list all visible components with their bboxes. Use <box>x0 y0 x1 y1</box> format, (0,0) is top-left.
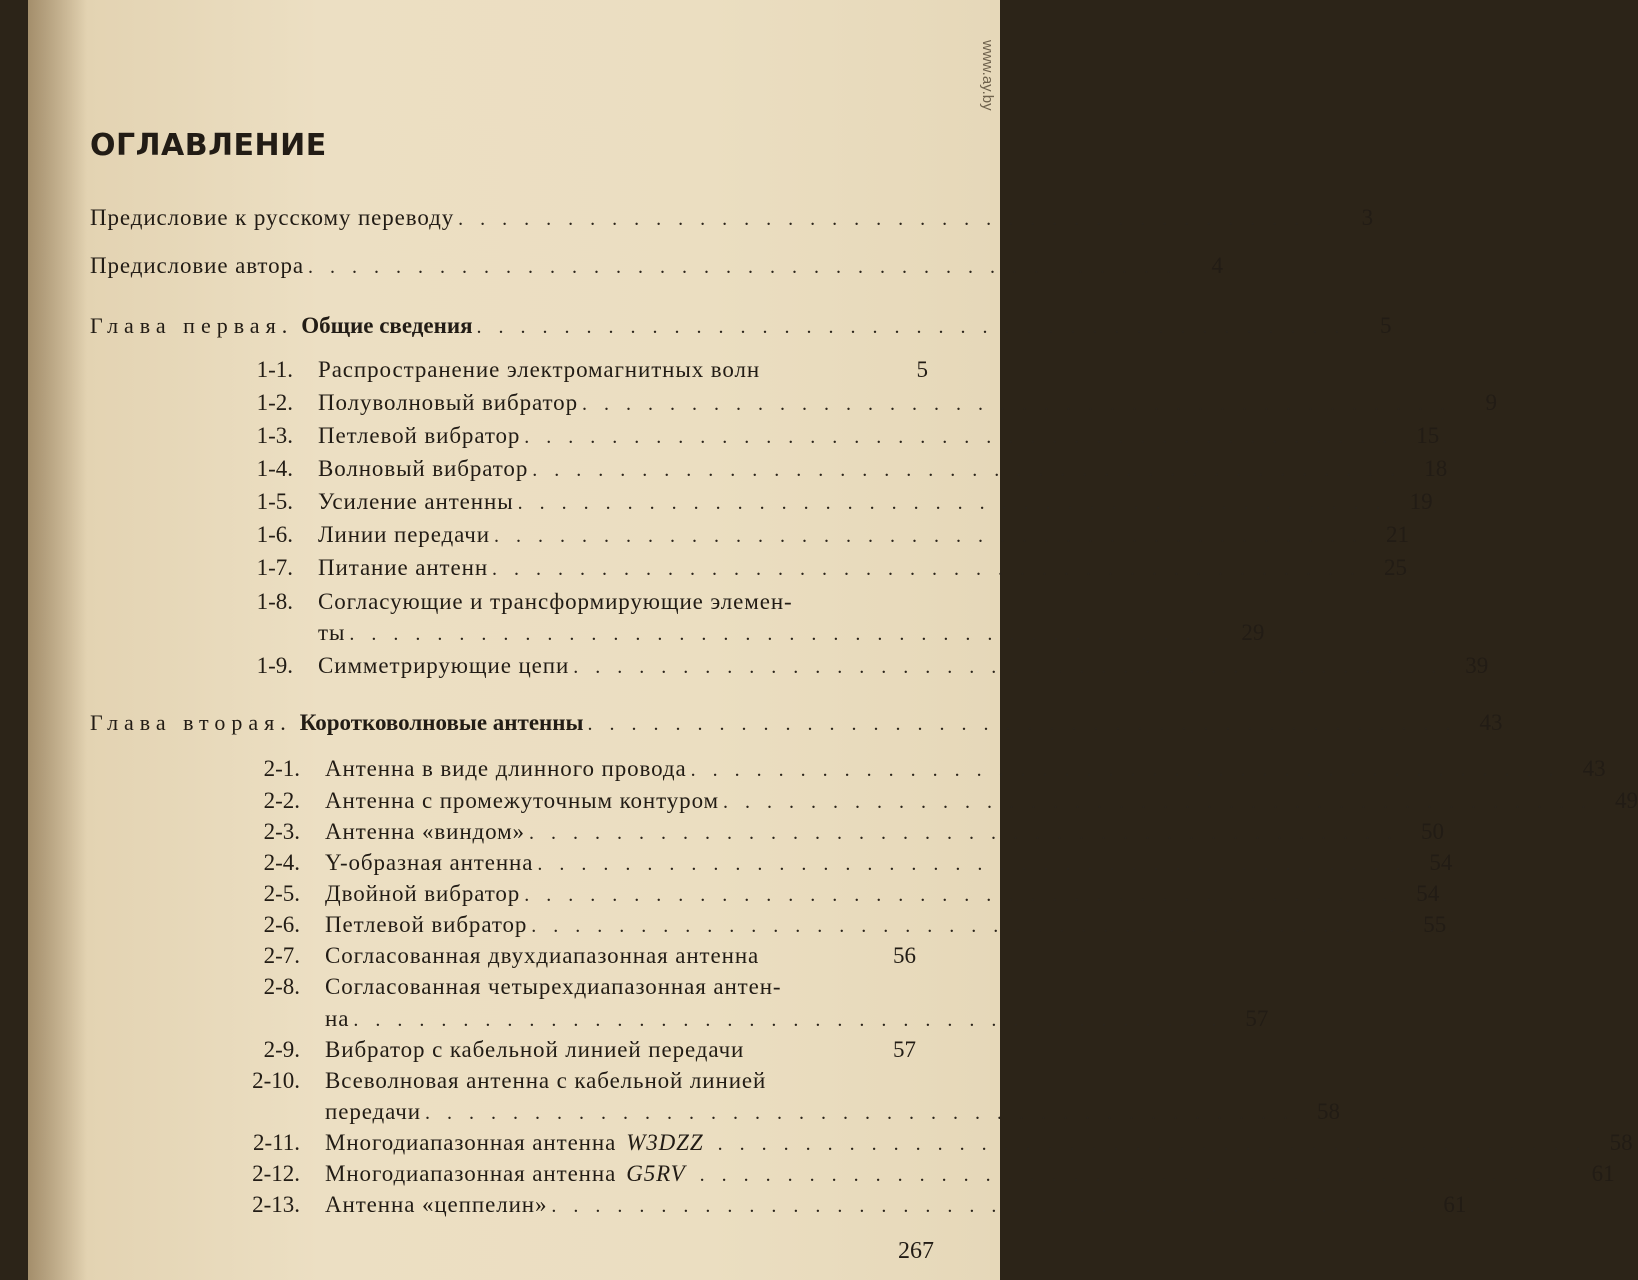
callsign: G5RV <box>626 1161 686 1186</box>
section-entry <box>238 653 1489 680</box>
toc-page-number: 43 <box>1479 710 1503 735</box>
leader-dots: . . . . . . . . . . . . . . . . . . . . . . . . . . . . . . . . . . . . . . . . <box>723 791 1593 813</box>
section-number: 1-6. <box>256 522 293 547</box>
watermark: www.ay.by <box>979 40 996 111</box>
leader-dots: . . . . . . . . . . . . . . . . . . . . . . . . . . . . . . . . . . . . . . . . <box>699 1164 1569 1186</box>
section-entry <box>238 1130 1633 1157</box>
section-entry <box>238 943 916 969</box>
section-number: 2-3. <box>263 819 300 844</box>
toc-page-number: 61 <box>1443 1192 1467 1217</box>
toc-page-number: 56 <box>893 943 916 968</box>
section-number: 2-7. <box>263 943 300 968</box>
section-number: 1-9. <box>256 653 293 678</box>
section-number: 1-3. <box>256 423 293 448</box>
book-page <box>28 0 1638 1280</box>
toc-page-number: 9 <box>1485 390 1497 415</box>
section-number: 1-8. <box>256 589 293 614</box>
toc-page-number: 15 <box>1416 423 1440 448</box>
section-title: Вибратор с кабельной линией передачи <box>325 1037 745 1062</box>
leader-dots: . . . . . . . . . . . . . . . . . . . . . . . . . . . . . . . . . . . . . . . . <box>551 1195 1421 1217</box>
section-number: 1-1. <box>256 357 293 382</box>
section-title: Двойной вибратор <box>325 881 521 906</box>
toc-page-number: 43 <box>1582 756 1606 781</box>
chapter-entry <box>90 313 1392 340</box>
section-title: Согласованная двухдиапазонная антенна <box>325 943 760 968</box>
section-entry <box>238 912 1447 939</box>
section-title: Линии передачи <box>318 522 490 547</box>
section-number: 2-12. <box>252 1161 300 1186</box>
section-entry <box>238 456 1448 483</box>
section-title: Антенна с промежуточным контуром <box>325 788 720 813</box>
section-title: Усиление антенны <box>318 489 514 514</box>
section-entry <box>238 1037 916 1063</box>
toc-page-number: 55 <box>1423 912 1447 937</box>
section-entry <box>238 589 928 615</box>
section-number: 1-4. <box>256 456 293 481</box>
leader-dots: . . . . . . . . . . . . . . . . . . . . . . . . . . . . . . . . . . . . . . . . <box>524 884 1394 906</box>
section-entry <box>238 974 916 1000</box>
section-title: Всеволновая антенна с кабельной линией <box>325 1068 767 1093</box>
leader-dots: . . . . . . . . . . . . . . . . . . . . . . . . . . . . . . . . . . . . . . . . <box>308 256 1177 278</box>
toc-page-number: 50 <box>1420 819 1444 844</box>
chapter-entry <box>90 710 1503 737</box>
section-number: 1-2. <box>256 390 293 415</box>
section-title: Согласующие и трансформирующие элемен- <box>318 589 793 614</box>
section-title: Многодиапазонная антенна <box>325 1130 617 1155</box>
section-entry <box>238 850 1453 877</box>
section-number: 1-7. <box>256 555 293 580</box>
leader-dots: . . . . . . . . . . . . . . . . . . . . . . . . . . . . . . . . . . . . . . . . <box>587 713 1457 735</box>
leader-dots: . . . . . . . . . . . . . . . . . . . . . . . . . . . . . . . . . . . . . . . . <box>528 822 1398 844</box>
toc-page-number: 61 <box>1591 1161 1615 1186</box>
leader-dots: . . . . . . . . . . . . . . . . . . . . . . . . . . . . . . . . . . . . . . . . <box>717 1133 1587 1155</box>
section-number: 2-11. <box>252 1130 300 1155</box>
leader-dots: . . . . . . . . . . . . . . . . . . . . . . . . . . . . . . . . . . . . . . . . <box>493 525 1363 547</box>
section-title: Симметрирующие цепи <box>318 653 570 678</box>
toc-page-number: 57 <box>1245 1006 1269 1031</box>
chapter-label: Глава первая. <box>90 313 294 338</box>
section-entry <box>238 522 1409 549</box>
toc-page-number: 29 <box>1241 620 1265 645</box>
section-entry <box>238 555 1408 582</box>
section-number: 2-6. <box>263 912 300 937</box>
leader-dots: . . . . . . . . . . . . . . . . . . . . . . . . . . . . . . . . . . . . . . . . <box>517 492 1387 514</box>
section-entry <box>238 756 1606 783</box>
toc-page-number: 25 <box>1384 555 1408 580</box>
section-number: 2-10. <box>252 1068 300 1093</box>
leader-dots: . . . . . . . . . . . . . . . . . . . . . . . . . . . . . . . . . . . . . . . . <box>425 1102 1294 1124</box>
leader-dots: . . . . . . . . . . . . . . . . . . . . . . . . . . . . . . . . . . . . . . . . <box>524 426 1394 448</box>
section-title: Антенна «виндом» <box>325 819 525 844</box>
toc-page-number: 54 <box>1416 881 1440 906</box>
section-entry-continuation <box>325 1099 1340 1126</box>
section-number: 2-2. <box>263 788 300 813</box>
leader-dots: . . . . . . . . . . . . . . . . . . . . . . . . . . . . . . . . . . . . . . . . <box>353 1009 1223 1031</box>
section-title-continuation: передачи <box>325 1099 421 1124</box>
leader-dots: . . . . . . . . . . . . . . . . . . . . . . . . . . . . . . . . . . . . . . . . <box>532 459 1402 481</box>
section-number: 2-1. <box>263 756 300 781</box>
callsign: W3DZZ <box>626 1130 704 1155</box>
section-number: 2-13. <box>252 1192 300 1217</box>
leader-dots: . . . . . . . . . . . . . . . . . . . . . . . . . . . . . . . . . . . . . . . . <box>537 853 1407 875</box>
section-number: 2-9. <box>263 1037 300 1062</box>
chapter-label: Глава вторая. <box>90 710 292 735</box>
leader-dots: . . . . . . . . . . . . . . . . . . . . . . . . . . . . . . . . . . . . . . . . <box>476 316 1346 338</box>
toc-page-number: 18 <box>1424 456 1448 481</box>
toc-page-number: 3 <box>1361 205 1374 230</box>
toc-page-number: 58 <box>1609 1130 1633 1155</box>
leader-dots: . . . . . . . . . . . . . . . . . . . . . . . . . . . . . . . . . . . . . . . . <box>690 759 1560 781</box>
section-title: Волновый вибратор <box>318 456 529 481</box>
section-entry <box>238 1161 1615 1188</box>
toc-page-number: 5 <box>916 357 928 382</box>
section-title: Согласованная четырехдиапазонная антен- <box>325 974 782 999</box>
page-title: ОГЛАВЛЕНИЕ <box>90 128 327 163</box>
leader-dots: . . . . . . . . . . . . . . . . . . . . . . . . . . . . . . . . . . . . . . . . <box>581 393 1451 415</box>
section-title: Петлевой вибратор <box>325 912 528 937</box>
section-title: Полуволновый вибратор <box>318 390 578 415</box>
leader-dots: . . . . . . . . . . . . . . . . . . . . . . . . . . . . . . . . . . . . . . . . <box>458 208 1328 230</box>
section-entry <box>238 819 1444 846</box>
toc-entry <box>90 253 1223 280</box>
leader-dots: . . . . . . . . . . . . . . . . . . . . . . . . . . . . . . . . . . . . . . . . <box>573 656 1443 678</box>
section-title: Распространение электромагнитных волн <box>318 357 761 382</box>
section-entry <box>238 357 928 383</box>
toc-entry-title: Предисловие автора <box>90 253 304 278</box>
section-entry <box>238 423 1440 450</box>
section-number: 2-8. <box>263 974 300 999</box>
toc-page-number: 39 <box>1465 653 1489 678</box>
section-title: Питание антенн <box>318 555 489 580</box>
section-title: Многодиапазонная антенна <box>325 1161 617 1186</box>
section-entry <box>238 489 1433 516</box>
toc-page-number: 5 <box>1380 313 1392 338</box>
section-title-continuation: ты <box>318 620 346 645</box>
toc-page-number: 21 <box>1385 522 1409 547</box>
section-number: 1-5. <box>256 489 293 514</box>
section-entry <box>238 1068 916 1094</box>
section-entry-continuation <box>325 1006 1269 1033</box>
section-title-continuation: на <box>325 1006 350 1031</box>
page-number: 267 <box>898 1238 934 1264</box>
toc-page-number: 54 <box>1429 850 1453 875</box>
toc-page-number: 49 <box>1615 788 1638 813</box>
toc-entry <box>90 205 1374 232</box>
toc-page-number: 19 <box>1409 489 1433 514</box>
section-title: Антенна в виде длинного провода <box>325 756 687 781</box>
section-entry-continuation <box>318 620 1265 647</box>
toc-page-number: 4 <box>1211 253 1223 278</box>
section-title: Петлевой вибратор <box>318 423 521 448</box>
section-entry <box>238 390 1497 417</box>
toc-page-number: 58 <box>1317 1099 1340 1124</box>
section-entry <box>238 881 1440 908</box>
section-entry <box>238 1192 1467 1219</box>
section-title: Y-образная антенна <box>325 850 534 875</box>
leader-dots: . . . . . . . . . . . . . . . . . . . . . . . . . . . . . . . . . . . . . . . . <box>531 915 1401 937</box>
chapter-title: Общие сведения <box>301 313 473 338</box>
leader-dots: . . . . . . . . . . . . . . . . . . . . . . . . . . . . . . . . . . . . . . . . <box>349 623 1219 645</box>
toc-entry-title: Предисловие к русскому переводу <box>90 205 455 230</box>
toc-page-number: 57 <box>893 1037 916 1062</box>
chapter-title: Коротковолновые антенны <box>299 710 584 735</box>
leader-dots: . . . . . . . . . . . . . . . . . . . . . . . . . . . . . . . . . . . . . . . . <box>492 558 1362 580</box>
section-number: 2-4. <box>263 850 300 875</box>
section-number: 2-5. <box>263 881 300 906</box>
section-entry <box>238 788 1638 815</box>
section-title: Антенна «цеппелин» <box>325 1192 548 1217</box>
